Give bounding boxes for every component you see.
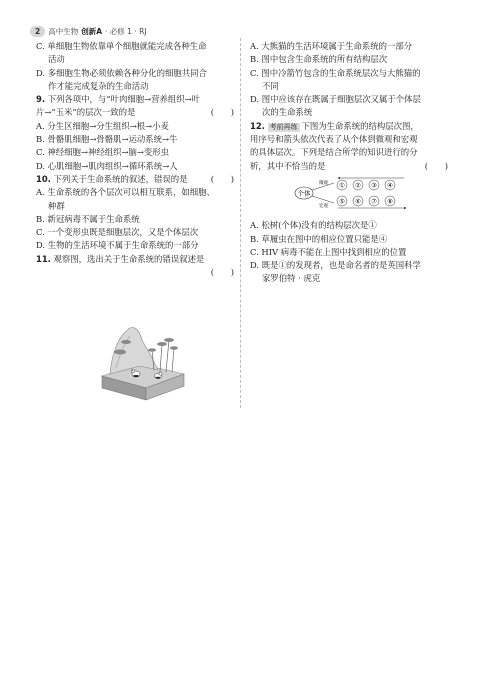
diagram-node-8: ⑧ [387, 197, 393, 206]
diagram-node-6: ⑥ [355, 197, 361, 206]
q12-option-a: A. 松树(个体)没有的结构层次是① [250, 220, 377, 231]
q11-stem: 观察图，选出关于生命系统的错误叙述是 [53, 253, 205, 264]
q11-number: 11. [36, 253, 51, 264]
q10-option-c: C. 一个变形虫既是细胞层次，又是个体层次 [36, 227, 199, 238]
q12-stem-line4: 析，其中不恰当的是 [250, 160, 326, 171]
q9-option-a: A. 分生区细胞→分生组织→根→小麦 [36, 120, 169, 131]
question-9 [36, 93, 234, 173]
q11-answer-paren: ( ) [210, 267, 234, 278]
q12-stem-line1: 下图为生命系统的结构层次图， [301, 120, 419, 131]
q12-number: 12. [250, 120, 265, 131]
question-11 [36, 253, 234, 280]
left-column [36, 40, 234, 279]
q11-option-d: D. 图中应该存在既属于细胞层次又属于个体层 [250, 94, 421, 105]
series-label: · 必修 1 · RJ [105, 26, 147, 36]
question-12 [250, 120, 448, 286]
question-10 [36, 173, 234, 253]
q12-stem-line3: 的具体层次。下列是结合所学的知识进行的分 [250, 147, 418, 158]
diagram-node-5: ⑤ [339, 197, 345, 206]
q11-option-b: B. 图中包含生命系统的所有结构层次 [250, 54, 388, 65]
page-header [30, 25, 147, 37]
q12-option-d: D. 既是①的发现者，也是命名者的是英国科学 [250, 260, 421, 271]
diagram-node-1: ① [339, 181, 345, 190]
q9-option-b: B. 骨骼肌细胞→骨骼肌→运动系统→牛 [36, 134, 178, 145]
q12-answer-paren: ( ) [424, 160, 448, 171]
diagram-center-label: 个体 [297, 189, 311, 198]
diagram-micro-label: 微观 [319, 180, 328, 186]
q9-option-d: D. 心肌细胞→肌肉组织→循环系统→人 [36, 160, 178, 171]
q9-stem-line2: 片→“玉米”的层次一致的是 [36, 107, 136, 118]
q9-answer-paren: ( ) [210, 107, 234, 118]
diagram-macro-label: 宏观 [319, 203, 328, 209]
q12-badge: 考前再练 [269, 122, 298, 131]
q8-option-d: D. 多细胞生物必须依赖各种分化的细胞共同合 [36, 67, 207, 78]
q12-option-b: B. 草履虫在图中的相应位置只能是④ [250, 233, 388, 244]
q12-stem-line2: 用序号和箭头依次代表了从个体到微观和宏观 [250, 134, 418, 145]
q10-option-a-cont: 种群 [48, 200, 65, 211]
q12-option-c: C. HIV 病毒不能在上图中找到相应的位置 [250, 246, 407, 257]
q10-option-b: B. 新冠病毒不属于生命系统 [36, 213, 140, 224]
q11-option-d-cont: 次的生命系统 [262, 107, 313, 118]
q10-stem: 下列关于生命系统的叙述，错误的是 [53, 173, 188, 184]
q9-number: 9. [36, 94, 46, 105]
q12-option-d-cont: 家罗伯特 · 虎克 [262, 273, 321, 284]
q8-option-c: C. 单细胞生物依靠单个细胞就能完成各种生命 [36, 41, 207, 51]
right-column [250, 40, 448, 286]
q8-option-d-cont: 作才能完成复杂的生命活动 [48, 80, 149, 91]
diagram-node-4: ④ [387, 181, 393, 190]
subject-label: 高中生物 [48, 26, 79, 36]
q11-option-c-cont: 不同 [262, 80, 279, 91]
page-number: 2 [30, 26, 45, 37]
brand-label: 创新A [81, 26, 103, 36]
life-levels-diagram [294, 175, 414, 211]
q8-option-c-cont: 活动 [48, 54, 65, 65]
q9-stem-line1: 下列各项中，与“叶肉细胞→营养组织→叶 [47, 94, 201, 105]
ecosystem-illustration [96, 322, 188, 404]
q11-option-c: C. 图中冷箭竹包含的生命系统层次与大熊猫的 [250, 67, 421, 78]
diagram-node-3: ③ [371, 181, 377, 190]
q9-option-c: C. 神经细胞→神经组织→脑→变形虫 [36, 147, 169, 158]
diagram-node-7: ⑦ [371, 197, 377, 206]
q10-option-d: D. 生物的生活环境不属于生命系统的一部分 [36, 240, 199, 251]
q11-option-a: A. 大熊猫的生活环境属于生命系统的一部分 [250, 41, 413, 51]
q10-answer-paren: ( ) [210, 173, 234, 184]
q10-number: 10. [36, 173, 51, 184]
q10-option-a: A. 生命系统的各个层次可以相互联系，如细胞、 [36, 187, 215, 198]
diagram-node-2: ② [355, 181, 361, 190]
column-divider [240, 38, 241, 408]
